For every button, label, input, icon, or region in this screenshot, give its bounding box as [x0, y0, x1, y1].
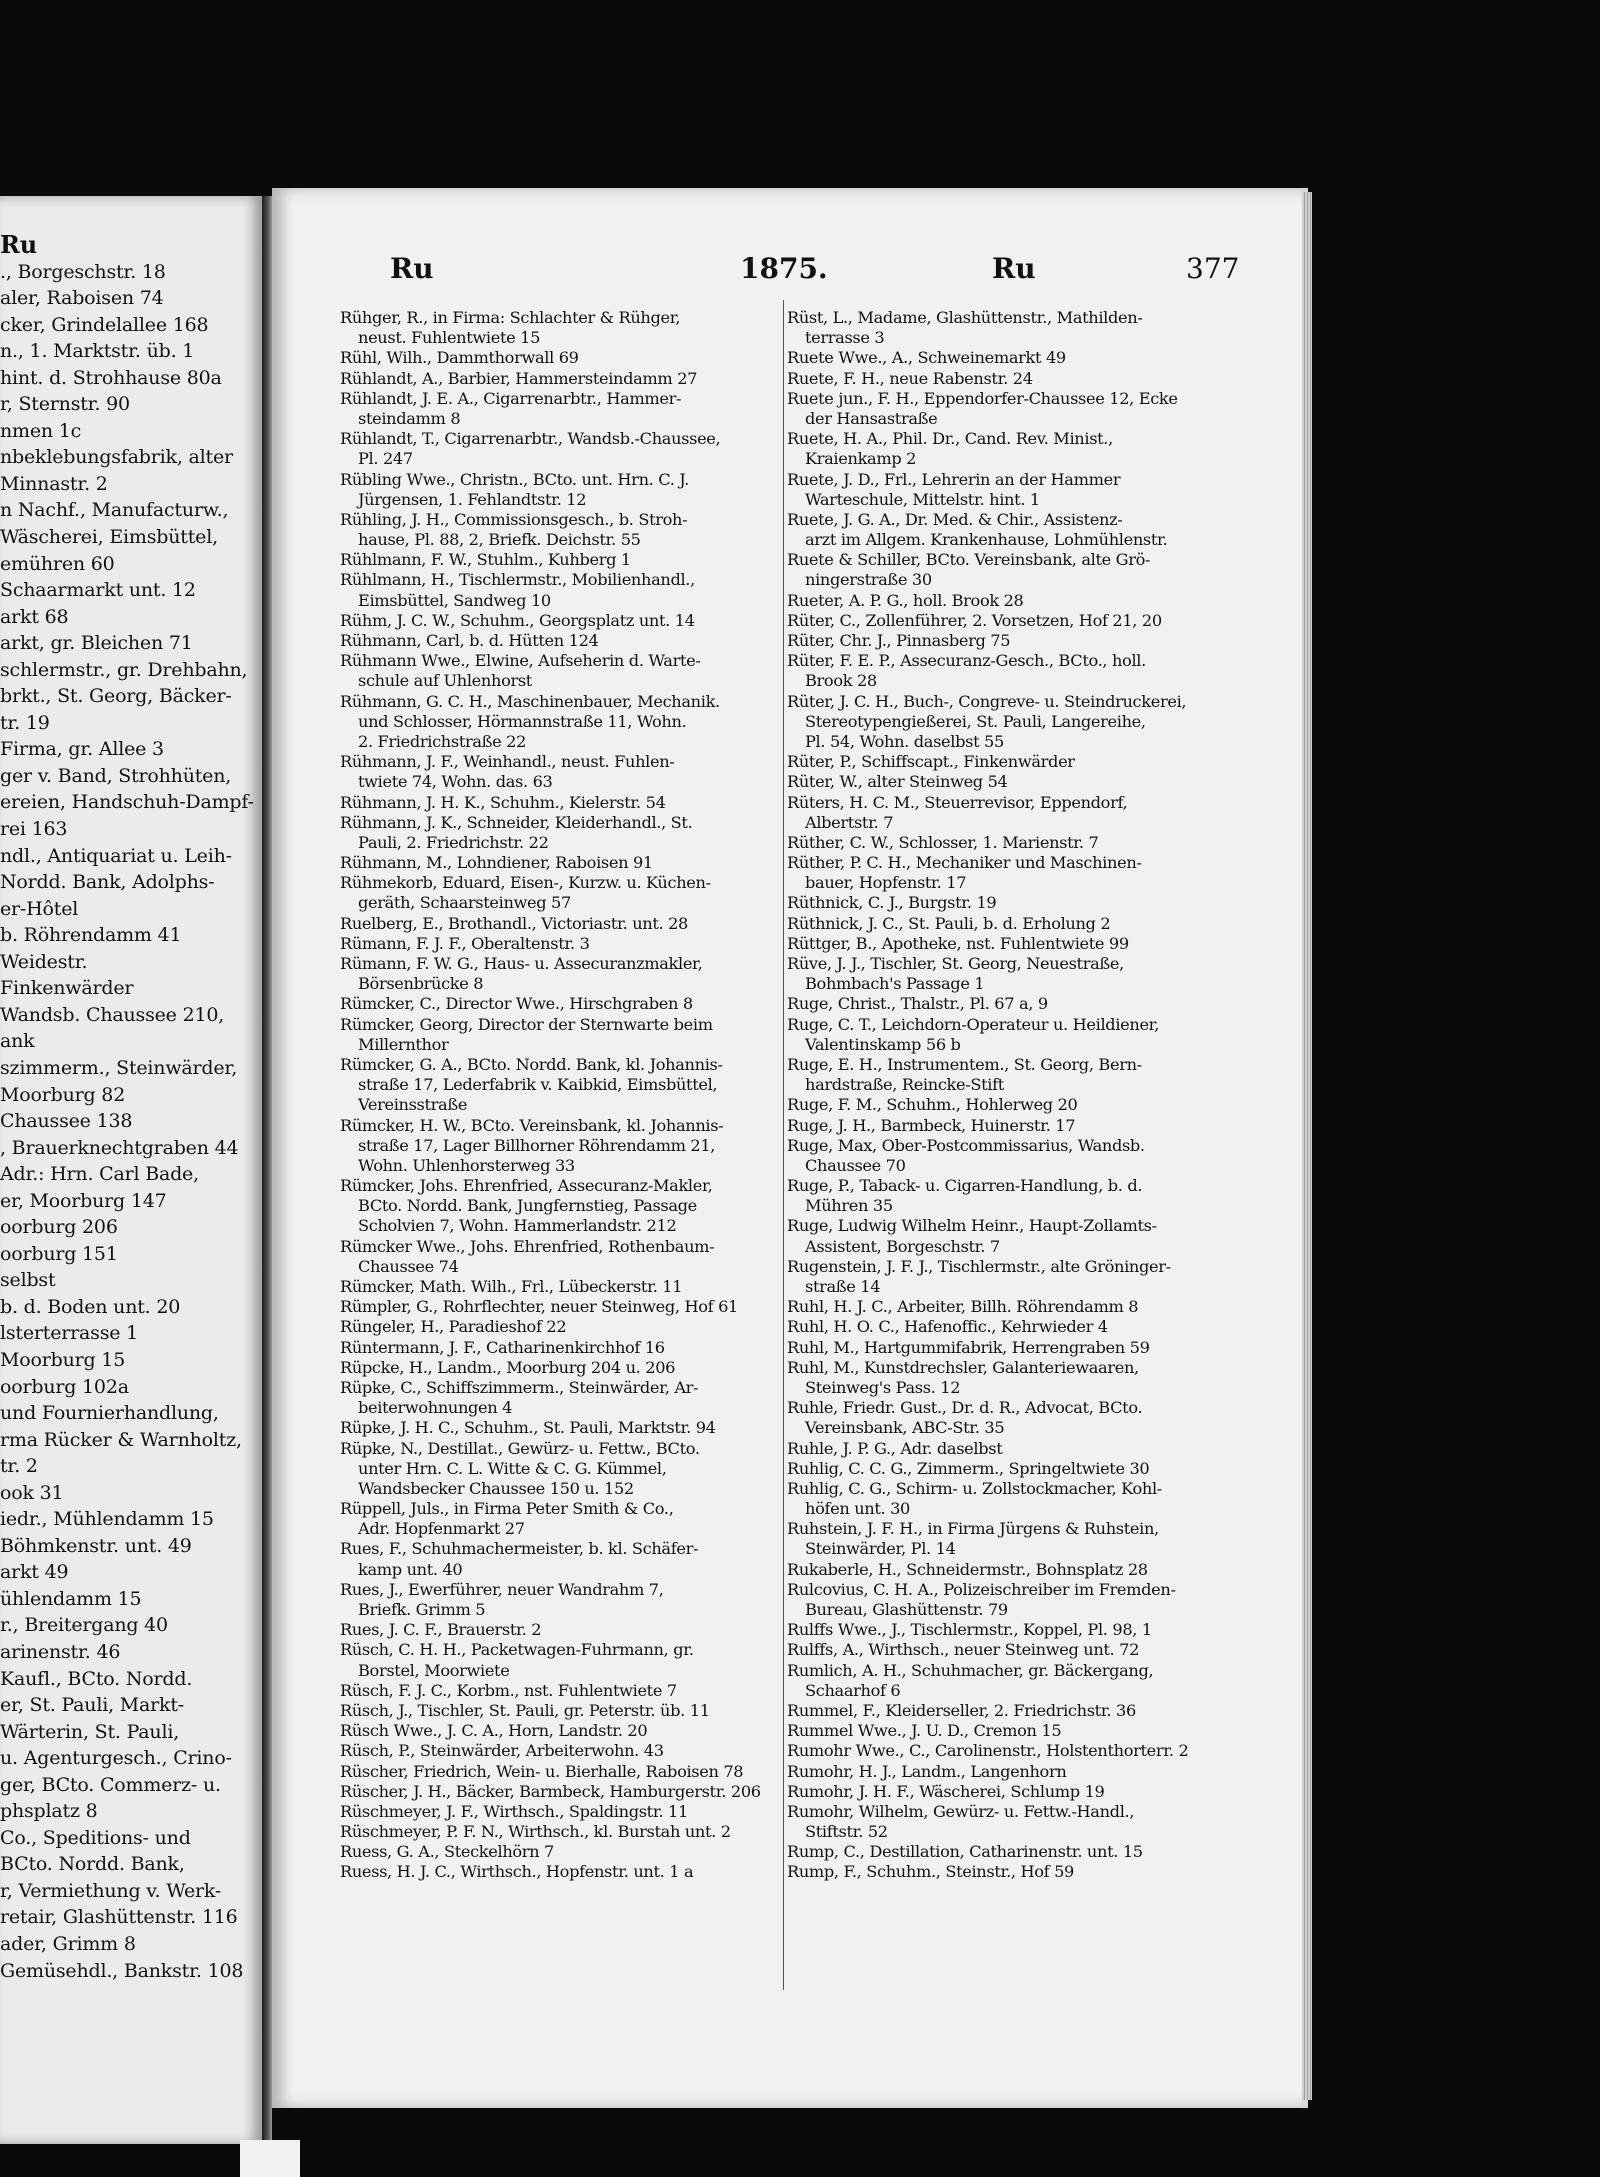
directory-entry-line: Kraienkamp 2	[805, 449, 917, 469]
directory-entry-line: er-Hôtel	[0, 897, 79, 920]
directory-entry-line: Chaussee 138	[0, 1110, 133, 1133]
directory-entry-line: Rüther, P. C. H., Mechaniker und Maschinen-	[787, 853, 1142, 873]
directory-entry-line: Firma, gr. Allee 3	[0, 738, 164, 761]
directory-entry-line: beiterwohnungen 4	[358, 1398, 513, 1418]
directory-entry-line: Co., Speditions- und	[0, 1826, 191, 1849]
directory-entry-line: n., 1. Marktstr. üb. 1	[0, 340, 195, 363]
directory-entry-line: hint. d. Strohhause 80a	[0, 366, 222, 389]
directory-entry-line: Rühlandt, A., Barbier, Hammersteindamm 27	[340, 368, 698, 388]
directory-entry-line: Albertstr. 7	[805, 812, 894, 832]
directory-entry-line: ger, BCto. Commerz- u.	[0, 1773, 221, 1796]
directory-entry-line: Ruete, F. H., neue Rabenstr. 24	[787, 368, 1033, 388]
directory-entry-line: Rüter, J. C. H., Buch-, Congreve- u. Steindruckerei,	[787, 691, 1187, 711]
directory-entry-line: Wäscherei, Eimsbüttel,	[0, 526, 218, 549]
directory-entry-line: Bureau, Glashüttenstr. 79	[805, 1600, 1008, 1619]
directory-entry-line: Ruhl, M., Kunstdrechsler, Galanteriewaaren,	[787, 1357, 1139, 1377]
directory-entry-line: twiete 74, Wohn. das. 63	[358, 772, 553, 792]
directory-entry-line: Rumohr Wwe., C., Carolinenstr., Holstenthorterr. 2	[787, 1741, 1189, 1761]
directory-entry-line: Rüter, W., alter Steinweg 54	[787, 772, 1008, 792]
directory-entry-line: Ruge, Max, Ober-Postcommissarius, Wandsb.	[787, 1135, 1145, 1155]
directory-entry-line: Rümann, F. J. F., Oberaltenstr. 3	[340, 933, 590, 953]
directory-entry-line: Rühm, J. C. W., Schuhm., Georgsplatz unt. 14	[340, 610, 695, 630]
directory-entry-line: Eimsbüttel, Sandweg 10	[358, 590, 551, 610]
directory-entry-line: straße 17, Lederfabrik v. Kaibkid, Eimsbüttel,	[358, 1075, 718, 1095]
directory-entry-line: Rühlmann, F. W., Stuhlm., Kuhberg 1	[340, 550, 631, 570]
directory-entry-line: oorburg 102a	[0, 1375, 129, 1398]
directory-entry-line: Rummel Wwe., J. U. D., Cremon 15	[787, 1721, 1062, 1741]
directory-entry-line: ndl., Antiquariat u. Leih-	[0, 844, 232, 867]
directory-entry-line: Rueter, A. P. G., holl. Brook 28	[787, 590, 1024, 610]
left-page	[0, 196, 262, 2144]
directory-entry-line: höfen unt. 30	[805, 1499, 911, 1519]
directory-entry-line: Millernthor	[358, 1034, 449, 1054]
directory-entry-line: Rues, J., Ewerführer, neuer Wandrahm 7,	[340, 1579, 664, 1599]
directory-entry-line: cker, Grindelallee 168	[0, 313, 209, 336]
directory-entry-line: BCto. Nordd. Bank,	[0, 1853, 185, 1876]
directory-entry-line: Rüppell, Juls., in Firma Peter Smith & Co.,	[340, 1499, 674, 1519]
directory-entry-line: b. d. Boden unt. 20	[0, 1295, 181, 1318]
directory-entry-line: oorburg 151	[0, 1242, 118, 1265]
directory-entry-line: Ruess, H. J. C., Wirthsch., Hopfenstr. unt. 1 a	[340, 1862, 694, 1882]
directory-entry-line: Rüter, C., Zollenführer, 2. Vorsetzen, Hof 21, 20	[787, 610, 1162, 630]
directory-entry-line: r, Sternstr. 90	[0, 393, 130, 416]
directory-entry-line: Assistent, Borgeschstr. 7	[805, 1236, 1000, 1256]
directory-entry-line: ühlendamm 15	[0, 1587, 142, 1610]
directory-entry-line: Ru	[0, 232, 37, 259]
directory-column-2	[787, 308, 1237, 1883]
directory-entry-line: Rüthnick, J. C., St. Pauli, b. d. Erholung 2	[787, 913, 1111, 933]
directory-entry-line: b. Röhrendamm 41	[0, 924, 182, 947]
directory-entry-line: Steinweg's Pass. 12	[805, 1377, 961, 1397]
directory-entry-line: Rübling Wwe., Christn., BCto. unt. Hrn. C. J.	[340, 469, 689, 489]
directory-entry-line: Wandsbecker Chaussee 150 u. 152	[358, 1478, 634, 1498]
directory-entry-line: Rulffs, A., Wirthsch., neuer Steinweg unt. 72	[787, 1640, 1140, 1660]
directory-entry-line: aler, Raboisen 74	[0, 287, 164, 310]
directory-entry-line: Rühlandt, T., Cigarrenarbtr., Wandsb.-Chaussee,	[340, 429, 721, 449]
directory-entry-line: Pauli, 2. Friedrichstr. 22	[358, 832, 549, 852]
directory-entry-line: Rulffs Wwe., J., Tischlermstr., Koppel, Pl. 98, 1	[787, 1620, 1152, 1640]
directory-entry-line: Börsenbrücke 8	[358, 974, 484, 994]
directory-entry-line: Ruete jun., F. H., Eppendorfer-Chaussee 12, Ecke	[787, 388, 1178, 408]
directory-entry-line: Ruge, F. M., Schuhm., Hohlerweg 20	[787, 1095, 1078, 1115]
directory-entry-line: Ruge, C. T., Leichdorn-Operateur u. Heildiener,	[787, 1014, 1160, 1034]
directory-entry-line: Schaarmarkt unt. 12	[0, 579, 196, 602]
directory-entry-line: Rues, F., Schuhmachermeister, b. kl. Schäfer-	[340, 1539, 699, 1559]
directory-entry-line: Ruhl, M., Hartgummifabrik, Herrengraben 59	[787, 1337, 1150, 1357]
directory-entry-line: Pl. 54, Wohn. daselbst 55	[805, 731, 1004, 751]
directory-entry-line: Rüntermann, J. F., Catharinenkirchhof 16	[340, 1337, 665, 1357]
directory-entry-line: u. Agenturgesch., Crino-	[0, 1747, 232, 1770]
directory-entry-line: Kaufl., BCto. Nordd.	[0, 1667, 193, 1690]
directory-entry-line: Rüter, F. E. P., Assecuranz-Gesch., BCto., holl.	[787, 651, 1146, 671]
directory-entry-line: Rukaberle, H., Schneidermstr., Bohnsplatz 28	[787, 1559, 1148, 1579]
directory-entry-line: Ruete, J. D., Frl., Lehrerin an der Hammer	[787, 469, 1121, 489]
directory-entry-line: Rüpke, N., Destillat., Gewürz- u. Fettw., BCto.	[340, 1438, 700, 1458]
directory-entry-line: Steinwärder, Pl. 14	[805, 1539, 956, 1559]
book-gutter	[262, 196, 272, 2144]
directory-entry-line: Rüscher, Friedrich, Wein- u. Bierhalle, Raboisen 78	[340, 1761, 744, 1781]
directory-entry-line: tr. 19	[0, 711, 50, 734]
directory-entry-line: Valentinskamp 56 b	[805, 1034, 961, 1054]
directory-entry-line: Ruhlig, C. C. G., Zimmerm., Springeltwiete 30	[787, 1458, 1150, 1478]
directory-entry-line: Ruhl, H. O. C., Hafenoffic., Kehrwieder 4	[787, 1317, 1108, 1337]
directory-entry-line: Adr.: Hrn. Carl Bade,	[0, 1163, 199, 1186]
directory-entry-line: Rüsch, J., Tischler, St. Pauli, gr. Peterstr. üb. 11	[340, 1700, 710, 1720]
directory-entry-line: brkt., St. Georg, Bäcker-	[0, 685, 232, 708]
directory-entry-line: er, Moorburg 147	[0, 1189, 167, 1212]
directory-entry-line: Moorburg 82	[0, 1083, 126, 1106]
directory-entry-line: der Hansastraße	[805, 408, 938, 428]
directory-entry-line: Rüschmeyer, P. F. N., Wirthsch., kl. Burstah unt. 2	[340, 1822, 731, 1842]
directory-entry-line: Rümcker, H. W., BCto. Vereinsbank, kl. Johannis-	[340, 1115, 724, 1135]
directory-entry-line: Rümcker, G. A., BCto. Nordd. Bank, kl. Johannis-	[340, 1054, 723, 1074]
directory-entry-line: Ruge, Ludwig Wilhelm Heinr., Haupt-Zollamts-	[787, 1216, 1157, 1236]
directory-entry-line: Rümann, F. W. G., Haus- u. Assecuranzmakler,	[340, 954, 703, 973]
directory-entry-line: lsterterrasse 1	[0, 1322, 139, 1345]
directory-entry-line: Rühlmann, H., Tischlermstr., Mobilienhandl.,	[340, 570, 695, 590]
directory-entry-line: hause, Pl. 88, 2, Briefk. Deichstr. 55	[358, 530, 641, 550]
directory-entry-line: Rüters, H. C. M., Steuerrevisor, Eppendorf,	[787, 792, 1128, 812]
directory-entry-line: Ruete, J. G. A., Dr. Med. & Chir., Assistenz-	[787, 509, 1123, 529]
directory-entry-line: arzt im Allgem. Krankenhause, Lohmühlenstr.	[805, 530, 1168, 550]
directory-entry-line: Vereinsstraße	[358, 1095, 468, 1115]
directory-entry-line: Adr. Hopfenmarkt 27	[358, 1519, 525, 1539]
directory-entry-line: ereien, Handschuh-Dampf-	[0, 791, 254, 814]
directory-entry-line: Rüsch, C. H. H., Packetwagen-Fuhrmann, gr.	[340, 1640, 694, 1660]
directory-entry-line: Ruete Wwe., A., Schweinemarkt 49	[787, 348, 1066, 368]
column-divider	[783, 300, 784, 1990]
directory-entry-line: Rühmann, J. H. K., Schuhm., Kielerstr. 54	[340, 792, 666, 812]
directory-entry-line: Rümcker, Johs. Ehrenfried, Assecuranz-Makler,	[340, 1176, 713, 1196]
directory-entry-line: Rühmann, J. F., Weinhandl., neust. Fuhlen-	[340, 752, 675, 772]
directory-entry-line: Rumohr, J. H. F., Wäscherei, Schlump 19	[787, 1781, 1105, 1801]
directory-entry-line: Rüpke, J. H. C., Schuhm., St. Pauli, Marktstr. 94	[340, 1418, 716, 1438]
header-left-marker: Ru	[390, 252, 434, 285]
directory-entry-line: nmen 1c	[0, 419, 82, 442]
directory-entry-line: Gemüsehdl., Bankstr. 108	[0, 1959, 244, 1982]
directory-entry-line: arkt 68	[0, 605, 69, 628]
directory-entry-line: Wandsb. Chaussee 210,	[0, 1003, 225, 1026]
directory-entry-line: Stereotypengießerei, St. Pauli, Langereihe,	[805, 711, 1146, 731]
directory-entry-line: und Schlosser, Hörmannstraße 11, Wohn.	[358, 711, 687, 731]
directory-entry-line: Rumlich, A. H., Schuhmacher, gr. Bäckergang,	[787, 1660, 1154, 1680]
directory-entry-line: Briefk. Grimm 5	[358, 1600, 486, 1619]
directory-entry-line: Rüsch, F. J. C., Korbm., nst. Fuhlentwiete 7	[340, 1680, 677, 1700]
directory-entry-line: Mühren 35	[805, 1196, 893, 1216]
directory-entry-line: Rüst, L., Madame, Glashüttenstr., Mathilden-	[787, 308, 1143, 327]
directory-entry-line: 2. Friedrichstraße 22	[358, 731, 527, 751]
directory-entry-line: Moorburg 15	[0, 1348, 126, 1371]
directory-entry-line: nbeklebungsfabrik, alter	[0, 446, 233, 469]
directory-entry-line: Warteschule, Mittelstr. hint. 1	[805, 489, 1040, 509]
directory-entry-line: ., Borgeschstr. 18	[0, 260, 166, 283]
directory-entry-line: Jürgensen, 1. Fehlandtstr. 12	[358, 489, 587, 509]
directory-entry-line: Ruge, Christ., Thalstr., Pl. 67 a, 9	[787, 994, 1048, 1014]
directory-entry-line: Rüpke, C., Schiffszimmerm., Steinwärder, Ar-	[340, 1377, 699, 1397]
directory-entry-line: Rühling, J. H., Commissionsgesch., b. Stroh-	[340, 509, 688, 529]
directory-entry-line: Rüter, Chr. J., Pinnasberg 75	[787, 631, 1011, 650]
directory-entry-line: tr. 2	[0, 1455, 38, 1478]
directory-entry-line: rei 163	[0, 818, 68, 841]
directory-entry-line: Rümcker, Math. Wilh., Frl., Lübeckerstr. 11	[340, 1277, 683, 1296]
directory-entry-line: Schaarhof 6	[805, 1680, 901, 1700]
directory-entry-line: Rüscher, J. H., Bäcker, Barmbeck, Hamburgerstr. 206	[340, 1781, 761, 1801]
directory-entry-line: ger v. Band, Strohhüten,	[0, 764, 232, 787]
directory-entry-line: Pl. 247	[358, 449, 413, 469]
directory-entry-line: Ruhlig, C. G., Schirm- u. Zollstockmacher, Kohl-	[787, 1478, 1162, 1498]
directory-entry-line: Ruelberg, E., Brothandl., Victoriastr. unt. 28	[340, 913, 688, 933]
directory-entry-line: retair, Glashüttenstr. 116	[0, 1906, 238, 1929]
directory-entry-line: n Nachf., Manufacturw.,	[0, 499, 229, 522]
directory-entry-line: Rüsch Wwe., J. C. A., Horn, Landstr. 20	[340, 1721, 648, 1741]
directory-entry-line: Ruhle, J. P. G., Adr. daselbst	[787, 1438, 1003, 1458]
directory-entry-line: Rugenstein, J. F. J., Tischlermstr., alte Gröninger-	[787, 1256, 1171, 1276]
directory-entry-line: terrasse 3	[805, 328, 885, 348]
directory-entry-line: Ruhstein, J. F. H., in Firma Jürgens & Ruhstein,	[787, 1519, 1159, 1539]
page-number: 377	[1186, 252, 1240, 285]
directory-entry-line: und Fournierhandlung,	[0, 1402, 219, 1425]
directory-entry-line: arkt 49	[0, 1561, 69, 1584]
directory-entry-line: straße 17, Lager Billhorner Röhrendamm 21,	[358, 1135, 716, 1155]
directory-entry-line: Rummel, F., Kleiderseller, 2. Friedrichstr. 36	[787, 1700, 1136, 1720]
directory-entry-line: , Brauerknechtgraben 44	[0, 1136, 239, 1159]
directory-entry-line: szimmerm., Steinwärder,	[0, 1056, 238, 1079]
directory-entry-line: Rühmann, M., Lohndiener, Raboisen 91	[340, 853, 653, 873]
directory-entry-line: Rühger, R., in Firma: Schlachter & Rühger,	[340, 308, 681, 327]
directory-entry-line: unter Hrn. C. L. Witte & C. G. Kümmel,	[358, 1458, 667, 1478]
directory-entry-line: phsplatz 8	[0, 1800, 98, 1823]
directory-entry-line: Rümpler, G., Rohrflechter, neuer Steinweg, Hof 61	[340, 1297, 738, 1317]
directory-entry-line: Stiftstr. 52	[805, 1822, 888, 1842]
directory-entry-line: ank	[0, 1030, 35, 1053]
directory-entry-line: Chaussee 70	[805, 1155, 906, 1175]
directory-entry-line: Rumohr, Wilhelm, Gewürz- u. Fettw.-Handl.,	[787, 1801, 1135, 1821]
directory-entry-line: bauer, Hopfenstr. 17	[805, 873, 967, 893]
directory-entry-line: Rühl, Wilh., Dammthorwall 69	[340, 348, 579, 368]
directory-entry-line: schule auf Uhlenhorst	[358, 671, 532, 691]
directory-entry-line: straße 14	[805, 1277, 881, 1296]
directory-entry-line: Rüttger, B., Apotheke, nst. Fuhlentwiete 99	[787, 933, 1129, 953]
header-right-marker: Ru	[992, 252, 1036, 285]
directory-entry-line: Rues, J. C. F., Brauerstr. 2	[340, 1620, 542, 1640]
directory-entry-line: Borstel, Moorwiete	[358, 1660, 510, 1680]
directory-entry-line: selbst	[0, 1269, 56, 1292]
directory-entry-line: kamp unt. 40	[358, 1559, 463, 1579]
page-header	[272, 252, 1240, 292]
directory-entry-line: ningerstraße 30	[805, 570, 932, 590]
directory-entry-line: schlermstr., gr. Drehbahn,	[0, 658, 248, 681]
directory-entry-line: Rühmekorb, Eduard, Eisen-, Kurzw. u. Küchen-	[340, 873, 711, 893]
header-year: 1875.	[740, 252, 828, 285]
directory-entry-line: steindamm 8	[358, 408, 461, 428]
directory-entry-line: oorburg 206	[0, 1216, 118, 1239]
directory-entry-line: Bohmbach's Passage 1	[805, 974, 985, 994]
directory-entry-line: hardstraße, Reincke-Stift	[805, 1075, 1004, 1095]
directory-entry-line: ook 31	[0, 1481, 64, 1504]
directory-column-1	[340, 308, 780, 1883]
directory-entry-line: Chaussee 74	[358, 1256, 459, 1276]
directory-entry-line: Ruete & Schiller, BCto. Vereinsbank, alte Grö-	[787, 550, 1151, 570]
directory-entry-line: Rump, F., Schuhm., Steinstr., Hof 59	[787, 1862, 1074, 1882]
directory-entry-line: Finkenwärder	[0, 977, 134, 1000]
directory-entry-line: BCto. Nordd. Bank, Jungfernstieg, Passage	[358, 1196, 697, 1216]
directory-entry-line: Ruge, P., Taback- u. Cigarren-Handlung, b. d.	[787, 1176, 1143, 1196]
directory-entry-line: Brook 28	[805, 671, 877, 691]
directory-entry-line: Ruhl, H. J. C., Arbeiter, Billh. Röhrendamm 8	[787, 1297, 1139, 1317]
directory-entry-line: Rühmann, G. C. H., Maschinenbauer, Mechanik.	[340, 691, 720, 711]
directory-entry-line: Nordd. Bank, Adolphs-	[0, 871, 215, 894]
directory-entry-line: Rüschmeyer, J. F., Wirthsch., Spaldingstr. 11	[340, 1801, 688, 1821]
directory-entry-line: Rühmann Wwe., Elwine, Aufseherin d. Warte-	[340, 651, 701, 671]
directory-entry-line: Rüthnick, C. J., Burgstr. 19	[787, 893, 997, 913]
directory-entry-line: rma Rücker & Warnholtz,	[0, 1428, 242, 1451]
directory-entry-line: Böhmkenstr. unt. 49	[0, 1534, 192, 1557]
directory-entry-line: emühren 60	[0, 552, 115, 575]
directory-entry-line: Ruge, E. H., Instrumentem., St. Georg, Bern-	[787, 1054, 1142, 1074]
directory-entry-line: Wohn. Uhlenhorsterweg 33	[358, 1155, 575, 1175]
directory-entry-line: Rüther, C. W., Schlosser, 1. Marienstr. 7	[787, 832, 1099, 852]
directory-entry-line: r., Breitergang 40	[0, 1614, 168, 1637]
binding-strip	[240, 2140, 300, 2177]
directory-entry-line: Ruhle, Friedr. Gust., Dr. d. R., Advocat, BCto.	[787, 1398, 1143, 1418]
directory-entry-line: Vereinsbank, ABC-Str. 35	[805, 1418, 1005, 1438]
directory-entry-line: Weidestr.	[0, 950, 88, 973]
directory-entry-line: Rump, C., Destillation, Catharinenstr. unt. 15	[787, 1842, 1143, 1862]
directory-entry-line: Scholvien 7, Wohn. Hammerlandstr. 212	[358, 1216, 677, 1236]
directory-entry-line: Rümcker, Georg, Director der Sternwarte beim	[340, 1014, 713, 1034]
directory-entry-line: Rüter, P., Schiffscapt., Finkenwärder	[787, 752, 1075, 772]
directory-entry-line: r, Vermiethung v. Werk-	[0, 1879, 222, 1902]
directory-entry-line: Rühmann, Carl, b. d. Hütten 124	[340, 631, 599, 650]
directory-entry-line: Minnastr. 2	[0, 472, 108, 495]
directory-entry-line: Rumohr, H. J., Landm., Langenhorn	[787, 1761, 1067, 1781]
directory-entry-line: Ruess, G. A., Steckelhörn 7	[340, 1842, 555, 1862]
directory-entry-line: Rümcker Wwe., Johs. Ehrenfried, Rothenbaum-	[340, 1236, 715, 1256]
directory-entry-line: Rüsch, P., Steinwärder, Arbeiterwohn. 43	[340, 1741, 664, 1761]
directory-entry-line: arinenstr. 46	[0, 1640, 121, 1663]
directory-entry-line: ader, Grimm 8	[0, 1933, 136, 1955]
directory-entry-line: Rüpcke, H., Landm., Moorburg 204 u. 206	[340, 1357, 676, 1377]
directory-entry-line: Wärterin, St. Pauli,	[0, 1720, 180, 1743]
directory-entry-line: Rulcovius, C. H. A., Polizeischreiber im Fremden-	[787, 1579, 1176, 1599]
directory-entry-line: Ruge, J. H., Barmbeck, Huinerstr. 17	[787, 1115, 1076, 1135]
directory-entry-line: Rühmann, J. K., Schneider, Kleiderhandl., St.	[340, 812, 693, 832]
directory-entry-line: arkt, gr. Bleichen 71	[0, 632, 193, 655]
directory-entry-line: Ruete, H. A., Phil. Dr., Cand. Rev. Minist.,	[787, 429, 1113, 449]
directory-entry-line: geräth, Schaarsteinweg 57	[358, 893, 571, 913]
page-edge	[1302, 192, 1312, 2100]
directory-entry-line: Rühlandt, J. E. A., Cigarrenarbtr., Hammer-	[340, 388, 682, 408]
directory-entry-line: Rüve, J. J., Tischler, St. Georg, Neuestraße,	[787, 954, 1124, 973]
left-page-column	[0, 232, 262, 1984]
directory-entry-line: Rüngeler, H., Paradieshof 22	[340, 1317, 567, 1337]
directory-entry-line: iedr., Mühlendamm 15	[0, 1508, 214, 1531]
directory-entry-line: neust. Fuhlentwiete 15	[358, 328, 541, 348]
directory-entry-line: Rümcker, C., Director Wwe., Hirschgraben 8	[340, 994, 693, 1014]
directory-entry-line: er, St. Pauli, Markt-	[0, 1694, 185, 1717]
